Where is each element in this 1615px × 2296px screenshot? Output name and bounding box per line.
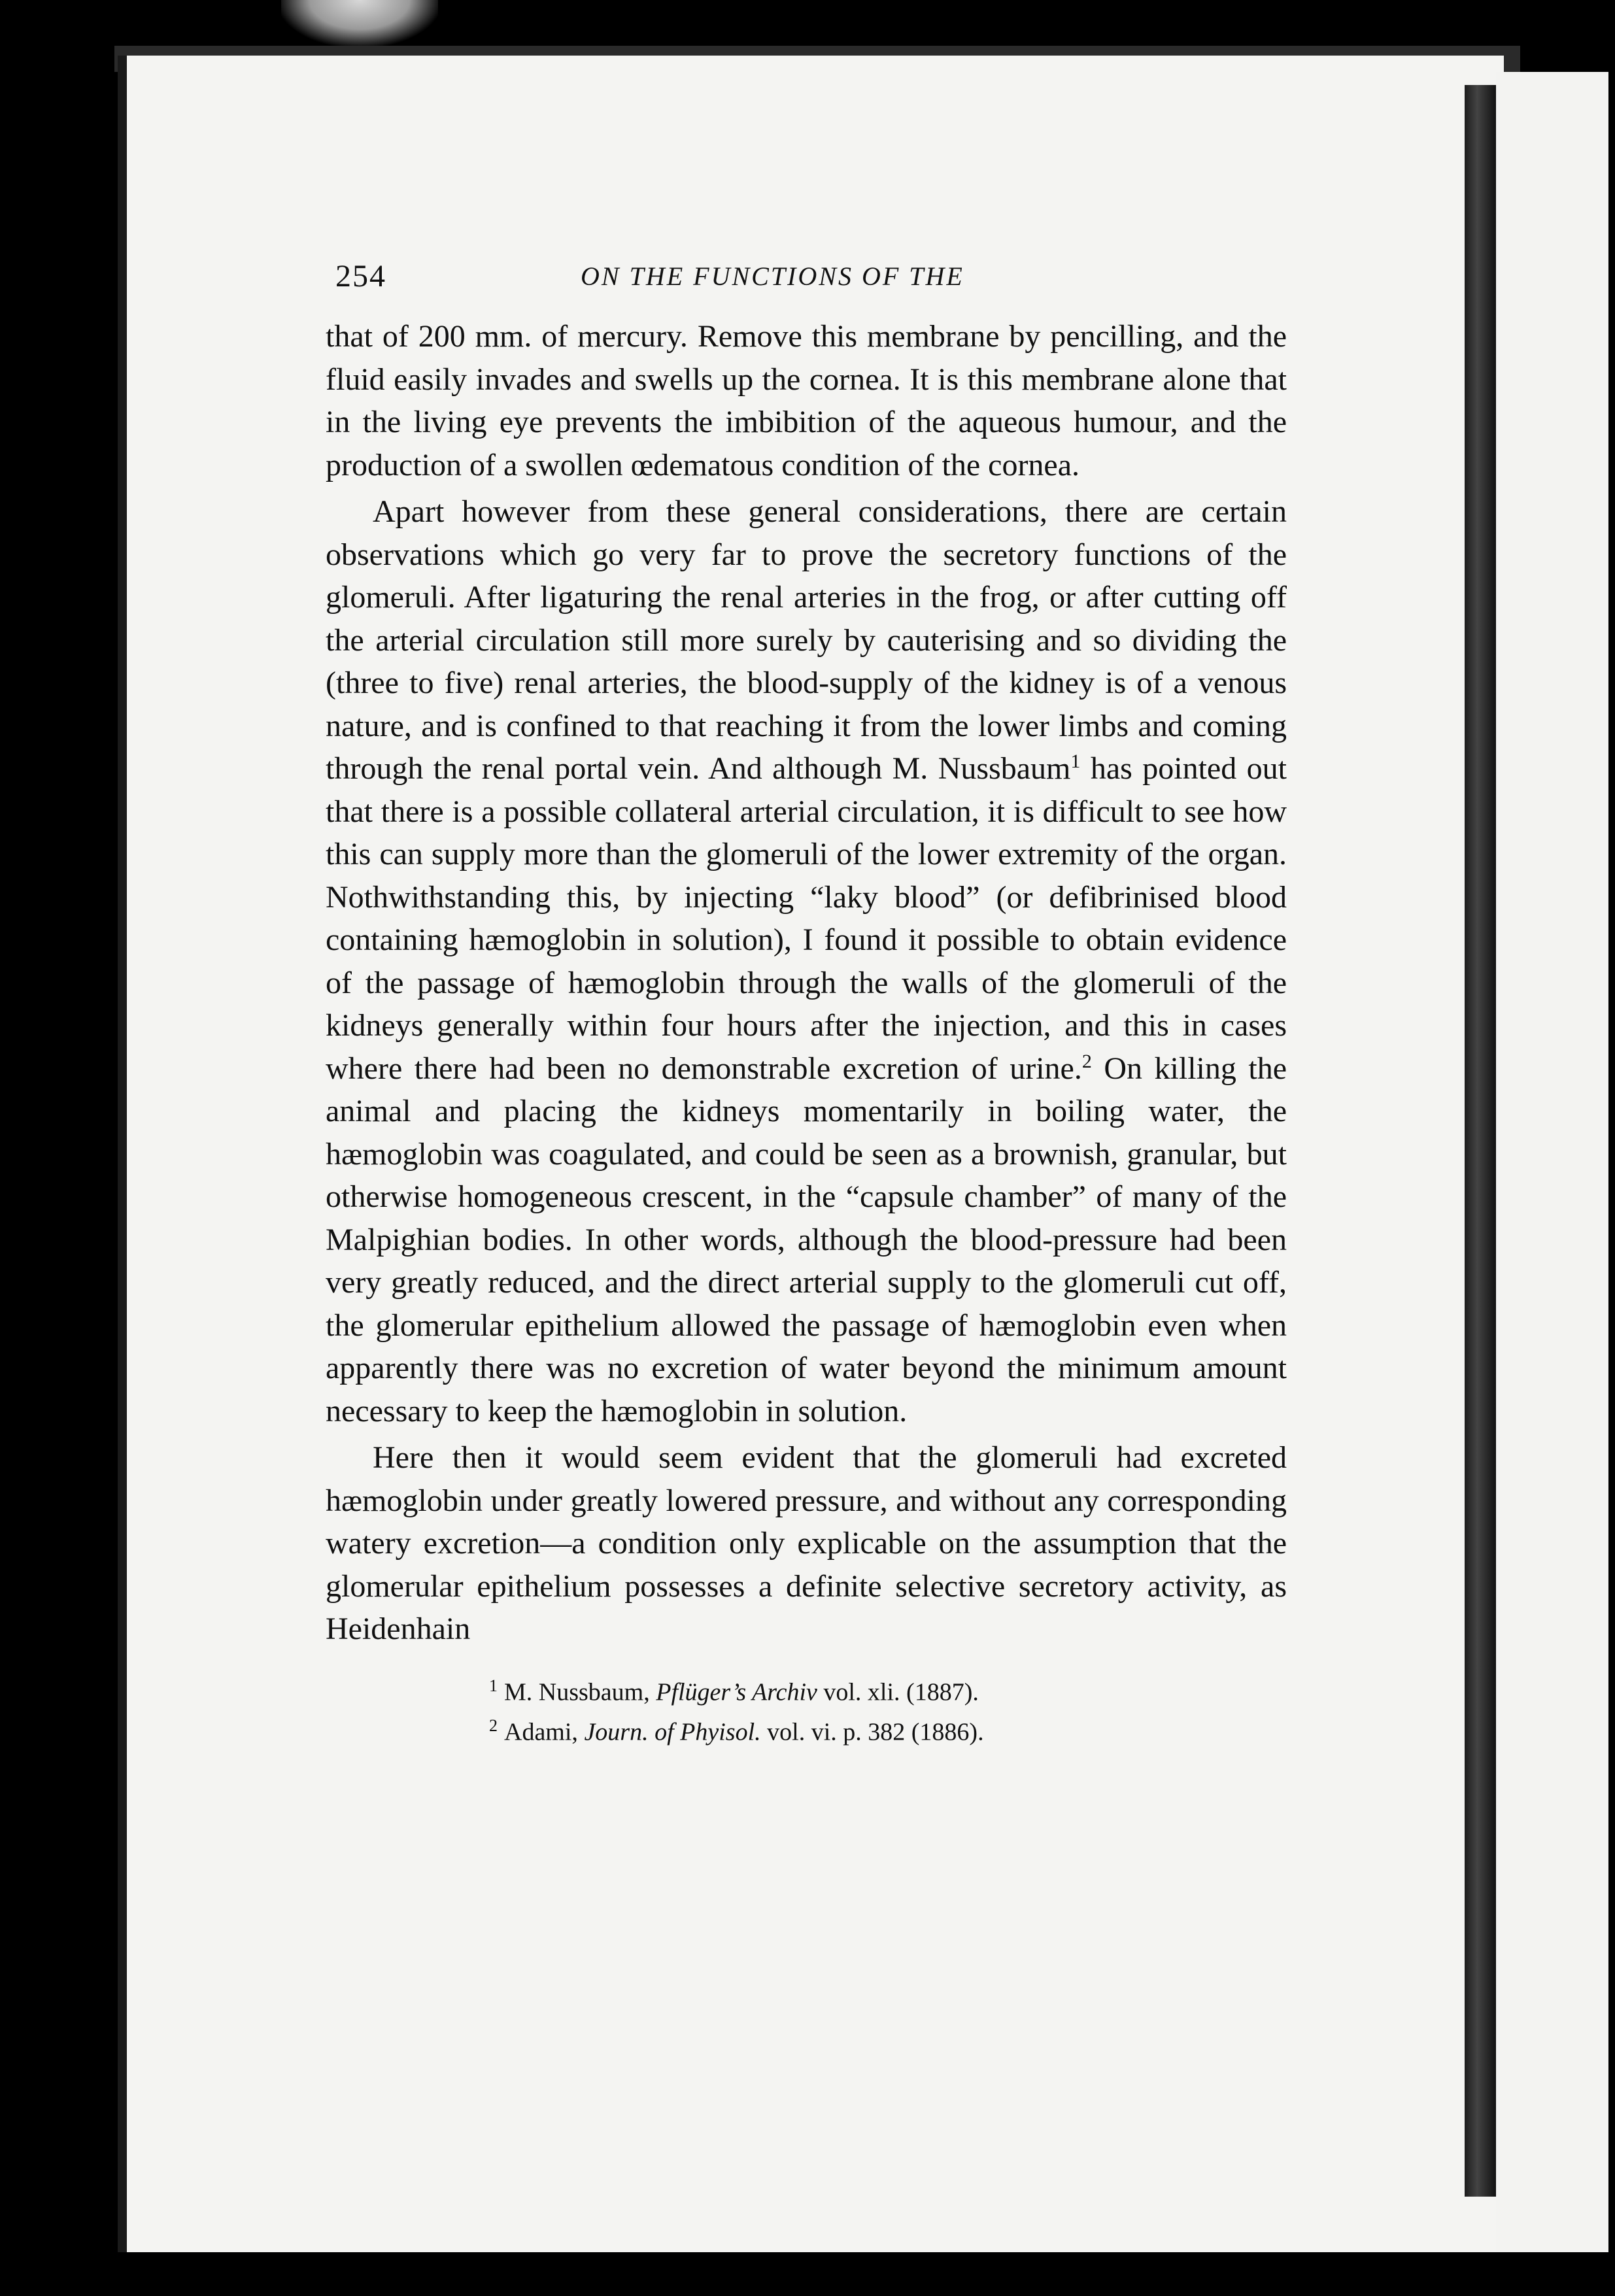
footnote-journal: Journ. of Phyisol. [584,1718,761,1746]
footnote-text: M. Nussbaum, [504,1678,656,1706]
footnote-ref-2: 2 [1081,1050,1092,1072]
footnote-mark: 1 [489,1676,498,1695]
footnotes [326,1669,1287,1749]
paragraph-3: Here then it would seem evident that the glomeruli had excreted hæmoglobin under greatly lowered pressure, and without any corresponding watery excretion—a condition only explicable on the assumption that the glomerular epithelium possesses a definite selective secretory activity, as Heidenhain [326,1440,1287,1646]
paragraph-1: that of 200 mm. of mercury. Remove this membrane by pencilling, and the fluid easily invades and swells up the cornea. It is this membrane alone that in the living eye prevents the imbibition of the aqueous humour, and the production of a swollen œdematous condition of the cornea. [326,319,1287,482]
paragraph-2-text-c: On killing the animal and placing the kidneys momentarily in boiling water, the hæmoglobin was coagulated, and could be seen as a brownish, granular, but otherwise homogeneous crescent, in the “capsule chamber” of many of the Malpighian bodies. In other words, although the blood-pressure had been very greatly reduced, and the direct arterial supply to the glomeruli cut off, the glomerular epithelium allowed the passage of hæmoglobin even when apparently there was no excretion of water beyond the minimum amount necessary to keep the hæmoglobin in solution. [326,1051,1287,1428]
footnote-1 [489,1669,1287,1710]
torn-paper-edge [281,0,438,46]
footnote-mark: 2 [489,1716,498,1736]
scan-right-border [1608,0,1615,2296]
paragraph-2 [326,490,1287,1432]
running-head [326,254,1287,299]
footnote-text: vol. vi. p. 382 (1886). [760,1718,984,1746]
scan-bottom-border [0,2252,1615,2296]
running-title: ON THE FUNCTIONS OF THE [581,262,964,291]
page-gutter-shadow [1465,85,1496,2197]
facing-page-edge [1496,72,1615,2255]
footnote-2 [489,1709,1287,1749]
page-text [326,254,1287,1749]
paragraph-2-text-a: Apart however from these general considerations, there are certain observations which go very far to prove the secretory functions of the glomeruli. After ligaturing the renal arteries in the frog, or after cutting off the arterial circulation still more surely by cauterising and so dividing the (three to five) renal arteries, the blood-supply of the kidney is of a venous nature, and is confined to that reaching it from the lower limbs and coming through the renal portal vein. And although M. Nussbaum [326,494,1287,786]
footnote-text: vol. xli. (1887). [817,1678,979,1706]
footnote-journal: Pflüger’s Archiv [656,1678,817,1706]
footnote-ref-1: 1 [1070,751,1081,772]
page-number: 254 [335,259,386,294]
footnote-text: Adami, [504,1718,585,1746]
paragraph-2-text-b: has pointed out that there is a possible collateral arterial circulation, it is difficult to see how this can supply more than the glomeruli of the lower extremity of the organ. Nothwithstanding this, by injecting “laky blood” (or defibrinised blood containing hæmoglobin in solution), I found it possible to obtain evidence of the passage of hæmoglobin through the walls of the glomeruli of the kidneys generally within four hours after the injection, and this in cases where there had been no demonstrable excretion of urine. [326,751,1287,1086]
